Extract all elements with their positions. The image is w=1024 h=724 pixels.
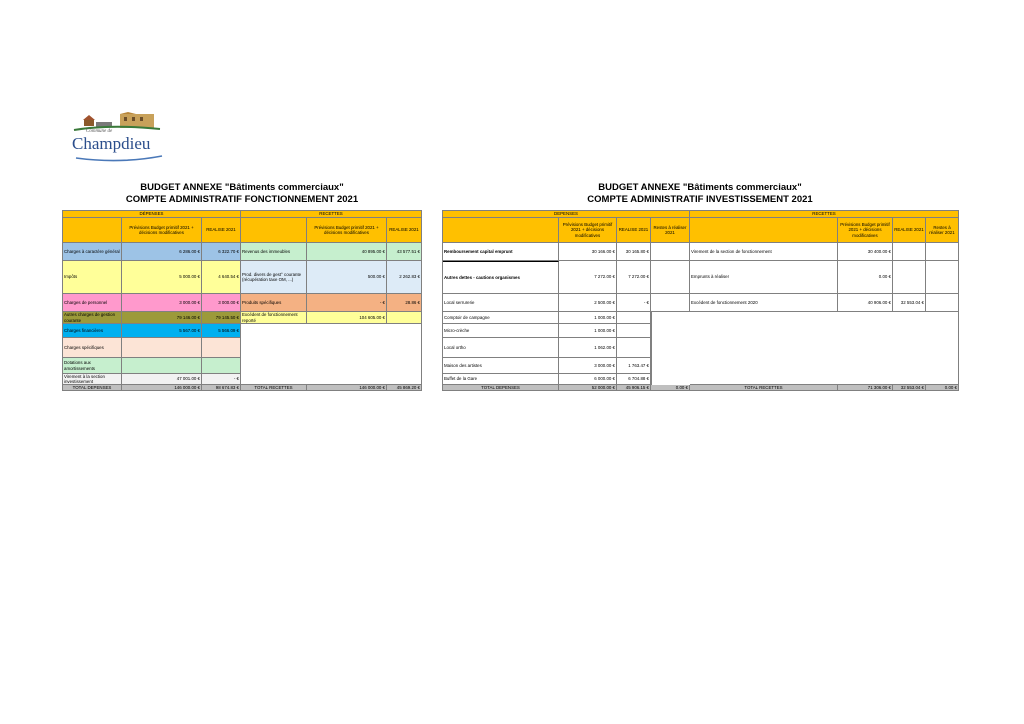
invest-dep-real — [617, 338, 651, 358]
fonct-dep-label: Charges de personnel — [63, 294, 122, 312]
fonct-rec-label-header — [241, 218, 307, 243]
invest-dep-label: Comptoir de campagne — [443, 312, 559, 324]
invest-rec-label-header — [690, 218, 838, 243]
invest-rec-real — [893, 261, 926, 294]
fonct-dep-prev: 5 000.00 € — [122, 261, 202, 294]
fonct-dep-label: Dotations aux amortissements — [63, 358, 122, 374]
fonct-dep-real: 4 640.54 € — [202, 261, 241, 294]
invest-dep-label: Micro-crèche — [443, 324, 559, 338]
fonct-dep-label: Autres charges de gestion courante — [63, 312, 122, 324]
invest-rec-prev: 40 906.00 € — [838, 294, 893, 312]
fonct-dep-label: Charges financières — [63, 324, 122, 338]
invest-table — [442, 210, 959, 391]
fonct-dep-prev-header: Prévisions Budget primitif 2021 + décisions modificatives — [122, 218, 202, 243]
fonct-rec-real: 43 577.51 € — [387, 243, 422, 261]
invest-dep-prev: 7 272.00 € — [559, 261, 617, 294]
fonct-rec-prev: 40 895.00 € — [307, 243, 387, 261]
fonct-total-dep-prev: 146 000.00 € — [122, 385, 202, 391]
fonct-rec-real-header: REALISE 2021 — [387, 218, 422, 243]
invest-dep-rest — [651, 294, 690, 312]
invest-dep-label: Local ortho — [443, 338, 559, 358]
invest-depenses-header: DEPENSES — [443, 211, 690, 218]
fonct-dep-real: - € — [202, 374, 241, 385]
fonct-dep-label: Charges spécifiques — [63, 338, 122, 358]
invest-dep-real: 30 165.80 € — [617, 243, 651, 261]
invest-dep-prev: 1 000.00 € — [559, 324, 617, 338]
fonct-table — [62, 210, 422, 391]
invest-total-dep-real: 45 906.15 € — [617, 385, 651, 391]
invest-recettes-header: RECETTES — [690, 211, 959, 218]
fonct-dep-prev: 47 001.00 € — [122, 374, 202, 385]
invest-dep-prev: 1 000.00 € — [559, 312, 617, 324]
fonct-total-rec-label: TOTAL RECETTES — [241, 385, 307, 391]
invest-dep-label: Remboursement capital emprunt — [443, 243, 559, 261]
logo-town-name: Champdieu — [72, 134, 151, 153]
fonct-rec-prev-header: Prévisions Budget primitif 2021 + décisions modificatives — [307, 218, 387, 243]
invest-dep-rest-header: Restes à réaliser 2021 — [651, 218, 690, 243]
fonct-dep-prev — [122, 338, 202, 358]
fonct-rec-real: 2 262.83 € — [387, 261, 422, 294]
invest-dep-rest — [651, 261, 690, 294]
invest-total-dep-rest: 0.00 € — [651, 385, 690, 391]
fonct-total-dep-real: 98 674.83 € — [202, 385, 241, 391]
invest-rec-real: 32 553.04 € — [893, 294, 926, 312]
fonct-dep-label-header — [63, 218, 122, 243]
fonct-rec-label: Excédent de fonctionnement reporté — [241, 312, 307, 324]
fonct-rec-label: Prod. divers de gest° courante (récupération taxe OM, ...) — [241, 261, 307, 294]
fonct-dep-real: 3 000.00 € — [202, 294, 241, 312]
invest-rec-rest-header: Restes à réaliser 2021 — [926, 218, 959, 243]
invest-total-rec-real: 32 553.04 € — [893, 385, 926, 391]
invest-dep-label-header — [443, 218, 559, 243]
invest-title-1: BUDGET ANNEXE "Bâtiments commerciaux" — [598, 182, 802, 193]
fonct-dep-prev: 79 146.00 € — [122, 312, 202, 324]
invest-dep-label: Maison des artistes — [443, 358, 559, 374]
fonct-rec-real: 28.86 € — [387, 294, 422, 312]
invest-dep-rest-blank — [651, 312, 690, 385]
fonct-dep-real — [202, 338, 241, 358]
fonct-dep-label: Charges à caractère général — [63, 243, 122, 261]
fonct-dep-real: 79 145.50 € — [202, 312, 241, 324]
invest-rec-rest — [926, 294, 959, 312]
invest-dep-prev: 2 500.00 € — [559, 294, 617, 312]
fonct-rec-label: Revenus des immeubles — [241, 243, 307, 261]
invest-dep-rest — [651, 243, 690, 261]
fonct-dep-prev — [122, 358, 202, 374]
invest-total-dep-label: TOTAL DEPENSES — [443, 385, 559, 391]
fonct-dep-label: Virement à la section investissement — [63, 374, 122, 385]
fonct-total-dep-label: TOTAL DEPENSES — [63, 385, 122, 391]
invest-rec-label: Excédent de fonctionnement 2020 — [690, 294, 838, 312]
fonct-rec-prev: - € — [307, 294, 387, 312]
champdieu-logo — [70, 112, 170, 164]
fonct-dep-prev: 3 000.00 € — [122, 294, 202, 312]
fonct-dep-prev: 5 567.00 € — [122, 324, 202, 338]
invest-dep-label: Buffet de la Gare — [443, 374, 559, 385]
fonct-rec-prev: 500.00 € — [307, 261, 387, 294]
invest-total-dep-prev: 52 000.00 € — [559, 385, 617, 391]
invest-dep-real: 1 763.47 € — [617, 358, 651, 374]
fonct-title-2: COMPTE ADMINISTRATIF FONCTIONNEMENT 2021 — [125, 194, 359, 205]
fonct-rec-real — [387, 312, 422, 324]
invest-rec-label: Virement de la section de fonctionnement — [690, 243, 838, 261]
logo-small-text: Commune de — [86, 129, 113, 134]
invest-dep-prev: 3 000.00 € — [559, 358, 617, 374]
fonct-dep-label: Impôts — [63, 261, 122, 294]
invest-dep-prev: 6 000.00 € — [559, 374, 617, 385]
fonct-dep-real: 6 322.70 € — [202, 243, 241, 261]
invest-dep-real — [617, 324, 651, 338]
invest-dep-prev: 30 166.00 € — [559, 243, 617, 261]
invest-dep-real — [617, 312, 651, 324]
invest-dep-real: 7 272.00 € — [617, 261, 651, 294]
fonct-rec-prev: 104 605.00 € — [307, 312, 387, 324]
invest-title-2: COMPTE ADMINISTRATIF INVESTISSEMENT 2021 — [587, 194, 813, 205]
invest-dep-real-header: REALISE 2021 — [617, 218, 651, 243]
invest-rec-rest — [926, 261, 959, 294]
invest-total-rec-rest: 0.00 € — [926, 385, 959, 391]
invest-rec-real — [893, 243, 926, 261]
invest-dep-real: 6 704.88 € — [617, 374, 651, 385]
fonct-depenses-header: DÉPENSES — [63, 211, 241, 218]
invest-total-rec-label: TOTAL RECETTES — [690, 385, 838, 391]
invest-dep-label: Local serrurerie — [443, 294, 559, 312]
invest-rec-real-header: REALISE 2021 — [893, 218, 926, 243]
fonct-rec-label: Produits spécifiques — [241, 294, 307, 312]
fonct-dep-real-header: REALISE 2021 — [202, 218, 241, 243]
fonct-recettes-header: RECETTES — [241, 211, 422, 218]
invest-rec-prev: 0.00 € — [838, 261, 893, 294]
invest-dep-label: Autres dettes - cautions organismes — [443, 261, 559, 294]
fonct-dep-real: 5 566.09 € — [202, 324, 241, 338]
fonct-total-rec-real: 45 869.20 € — [387, 385, 422, 391]
invest-rec-prev: 30 400.00 € — [838, 243, 893, 261]
fonct-dep-prev: 6 286.00 € — [122, 243, 202, 261]
invest-rec-label: Emprunts à réaliser — [690, 261, 838, 294]
invest-rec-empty-area — [690, 312, 959, 385]
invest-dep-prev-header: Prévisions Budget primitif 2021 + décisions modificatives — [559, 218, 617, 243]
fonct-dep-real — [202, 358, 241, 374]
fonct-total-rec-prev: 146 000.00 € — [307, 385, 387, 391]
invest-rec-rest — [926, 243, 959, 261]
invest-dep-prev: 1 062.00 € — [559, 338, 617, 358]
fonct-title-1: BUDGET ANNEXE "Bâtiments commerciaux" — [140, 182, 344, 193]
fonct-rec-empty-area — [241, 324, 422, 385]
invest-dep-real: - € — [617, 294, 651, 312]
invest-total-rec-prev: 71 306.00 € — [838, 385, 893, 391]
invest-rec-prev-header: Prévisions Budget primitif 2021 + décisions modificatives — [838, 218, 893, 243]
